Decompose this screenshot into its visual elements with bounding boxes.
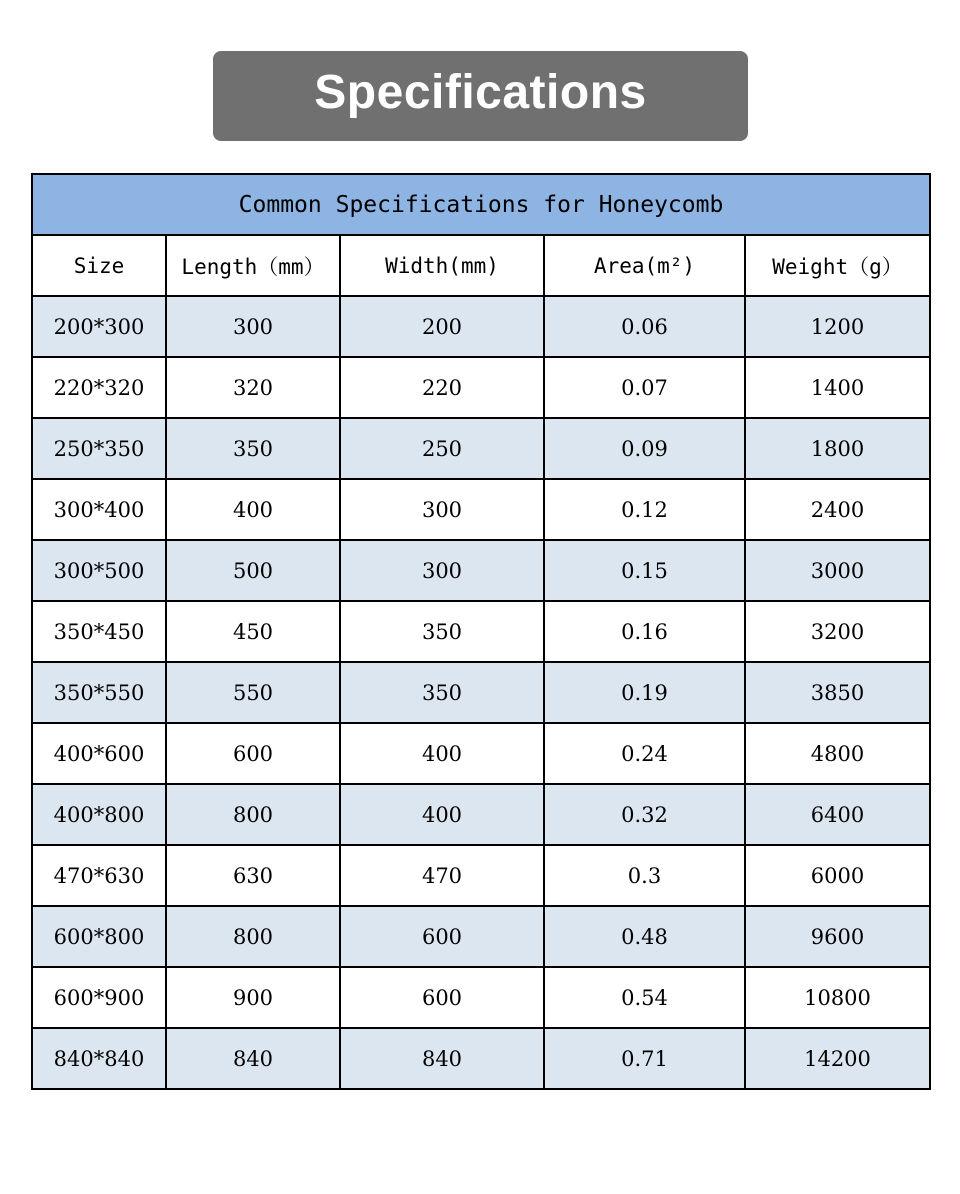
cell-size: 840*840 bbox=[32, 1028, 166, 1089]
cell-width: 300 bbox=[340, 479, 544, 540]
cell-size: 400*600 bbox=[32, 723, 166, 784]
cell-size: 600*800 bbox=[32, 906, 166, 967]
cell-weight: 4800 bbox=[745, 723, 930, 784]
cell-weight: 6400 bbox=[745, 784, 930, 845]
cell-area: 0.16 bbox=[544, 601, 745, 662]
cell-size: 470*630 bbox=[32, 845, 166, 906]
cell-area: 0.3 bbox=[544, 845, 745, 906]
column-header-size: Size bbox=[32, 235, 166, 296]
table-caption-row bbox=[32, 174, 930, 235]
table-row bbox=[32, 662, 930, 723]
cell-area: 0.54 bbox=[544, 967, 745, 1028]
cell-width: 200 bbox=[340, 296, 544, 357]
cell-weight: 3200 bbox=[745, 601, 930, 662]
cell-area: 0.19 bbox=[544, 662, 745, 723]
cell-length: 450 bbox=[166, 601, 340, 662]
table-caption: Common Specifications for Honeycomb bbox=[32, 174, 930, 235]
cell-width: 250 bbox=[340, 418, 544, 479]
cell-area: 0.24 bbox=[544, 723, 745, 784]
cell-weight: 3850 bbox=[745, 662, 930, 723]
table-header-row bbox=[32, 235, 930, 296]
cell-size: 350*450 bbox=[32, 601, 166, 662]
cell-length: 630 bbox=[166, 845, 340, 906]
cell-size: 300*400 bbox=[32, 479, 166, 540]
cell-size: 400*800 bbox=[32, 784, 166, 845]
honeycomb-spec-table bbox=[31, 173, 931, 1090]
cell-width: 220 bbox=[340, 357, 544, 418]
cell-weight: 1200 bbox=[745, 296, 930, 357]
cell-weight: 6000 bbox=[745, 845, 930, 906]
table-row bbox=[32, 540, 930, 601]
cell-weight: 3000 bbox=[745, 540, 930, 601]
cell-width: 840 bbox=[340, 1028, 544, 1089]
cell-size: 350*550 bbox=[32, 662, 166, 723]
specifications-banner bbox=[213, 51, 748, 141]
cell-weight: 14200 bbox=[745, 1028, 930, 1089]
table-row bbox=[32, 967, 930, 1028]
cell-width: 350 bbox=[340, 662, 544, 723]
column-header-length: Length（mm） bbox=[166, 235, 340, 296]
table-row bbox=[32, 845, 930, 906]
table-row bbox=[32, 601, 930, 662]
cell-length: 500 bbox=[166, 540, 340, 601]
cell-area: 0.07 bbox=[544, 357, 745, 418]
cell-length: 840 bbox=[166, 1028, 340, 1089]
table-row bbox=[32, 296, 930, 357]
cell-length: 550 bbox=[166, 662, 340, 723]
cell-area: 0.48 bbox=[544, 906, 745, 967]
cell-size: 250*350 bbox=[32, 418, 166, 479]
cell-area: 0.06 bbox=[544, 296, 745, 357]
cell-width: 400 bbox=[340, 784, 544, 845]
cell-size: 220*320 bbox=[32, 357, 166, 418]
cell-width: 400 bbox=[340, 723, 544, 784]
banner-title: Specifications bbox=[314, 66, 647, 119]
cell-length: 350 bbox=[166, 418, 340, 479]
table-row bbox=[32, 479, 930, 540]
cell-weight: 1800 bbox=[745, 418, 930, 479]
cell-length: 600 bbox=[166, 723, 340, 784]
cell-length: 320 bbox=[166, 357, 340, 418]
cell-width: 600 bbox=[340, 967, 544, 1028]
column-header-area: Area(m²) bbox=[544, 235, 745, 296]
cell-length: 300 bbox=[166, 296, 340, 357]
cell-size: 600*900 bbox=[32, 967, 166, 1028]
cell-length: 400 bbox=[166, 479, 340, 540]
cell-weight: 1400 bbox=[745, 357, 930, 418]
cell-area: 0.12 bbox=[544, 479, 745, 540]
cell-weight: 2400 bbox=[745, 479, 930, 540]
table-row bbox=[32, 1028, 930, 1089]
cell-area: 0.32 bbox=[544, 784, 745, 845]
table-row bbox=[32, 784, 930, 845]
cell-length: 800 bbox=[166, 784, 340, 845]
cell-width: 470 bbox=[340, 845, 544, 906]
column-header-weight: Weight（g） bbox=[745, 235, 930, 296]
cell-length: 900 bbox=[166, 967, 340, 1028]
cell-area: 0.71 bbox=[544, 1028, 745, 1089]
column-header-width: Width(mm) bbox=[340, 235, 544, 296]
cell-length: 800 bbox=[166, 906, 340, 967]
cell-width: 600 bbox=[340, 906, 544, 967]
cell-size: 300*500 bbox=[32, 540, 166, 601]
table-row bbox=[32, 357, 930, 418]
cell-weight: 9600 bbox=[745, 906, 930, 967]
table-row bbox=[32, 906, 930, 967]
cell-area: 0.15 bbox=[544, 540, 745, 601]
cell-width: 350 bbox=[340, 601, 544, 662]
cell-area: 0.09 bbox=[544, 418, 745, 479]
cell-weight: 10800 bbox=[745, 967, 930, 1028]
table-row bbox=[32, 418, 930, 479]
cell-size: 200*300 bbox=[32, 296, 166, 357]
table-row bbox=[32, 723, 930, 784]
cell-width: 300 bbox=[340, 540, 544, 601]
